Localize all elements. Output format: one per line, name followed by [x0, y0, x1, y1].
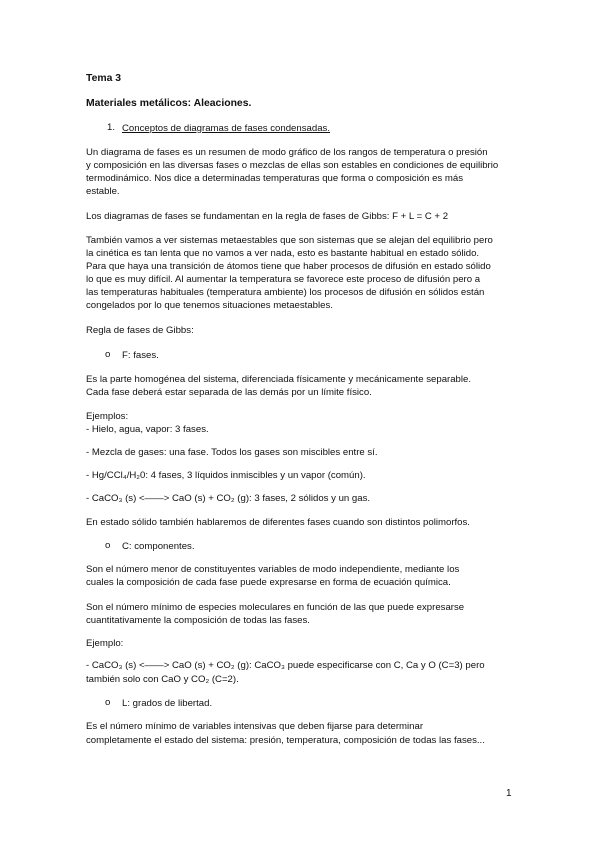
- text-line: congelados por lo que tenemos situaciones metaestables.: [86, 300, 333, 311]
- paragraph-2: Los diagramas de fases se fundamentan en la regla de fases de Gibbs: F + L = C + 2: [86, 211, 449, 222]
- example-item: - Mezcla de gases: una fase. Todos los gases son miscibles entre sí.: [86, 447, 378, 458]
- text-line: también solo con CaO y CO₂ (C=2).: [86, 674, 239, 685]
- gibbs-title: Regla de fases de Gibbs:: [86, 325, 194, 336]
- text-line: y composición en las diversas fases o mezclas de ellas son estables en condiciones de equilibrio: [86, 160, 499, 171]
- text-line: completamente el estado del sistema: presión, temperatura, composición de todas las fases...: [86, 735, 485, 746]
- text-line: las temperaturas habituales (temperatura ambiente) los procesos de difusión en sólidos están: [86, 287, 485, 298]
- example-item: - CaCO₃ (s) <——> CaO (s) + CO₂ (g): 3 fases, 2 sólidos y un gas.: [86, 493, 371, 504]
- example-item: - Hg/CCl₄/H₂0: 4 fases, 3 líquidos inmiscibles y un vapor (común).: [86, 470, 366, 481]
- text-line: termodinámico. Nos dice a determinadas temperaturas que forma o composición es más: [86, 173, 463, 184]
- bullet-libertad: L: grados de libertad.: [122, 698, 213, 709]
- bullet-marker: o: [105, 540, 111, 551]
- paragraph-5: En estado sólido también hablaremos de diferentes fases cuando son distintos polimorfos.: [86, 517, 470, 528]
- page-number: 1: [506, 788, 512, 799]
- text-line: cuales la composición de cada fase puede expresarse en forma de ecuación química.: [86, 577, 451, 588]
- text-line: la cinética es tan lenta que no vamos a ver nada, esto es bastante habitual en estado sólido.: [86, 248, 480, 259]
- bullet-componentes: C: componentes.: [122, 541, 195, 552]
- text-line: Un diagrama de fases es un resumen de modo gráfico de los rangos de temperatura o presión: [86, 147, 488, 158]
- text-line: También vamos a ver sistemas metaestables que son sistemas que se alejan del equilibrio pero: [86, 235, 493, 246]
- text-line: cuantitativamente la composición de todas las fases.: [86, 615, 310, 626]
- bullet-marker: o: [105, 349, 111, 360]
- text-line: Para que haya una transición de átomos tiene que haber procesos de difusión en estado sólido: [86, 261, 491, 272]
- text-line: Son el número mínimo de especies moleculares en función de las que puede expresarse: [86, 602, 465, 613]
- ejemplos-title: Ejemplos:: [86, 411, 129, 422]
- text-line: estable.: [86, 186, 120, 197]
- doc-subtitle: Materiales metálicos: Aleaciones.: [86, 98, 252, 109]
- text-line: Cada fase deberá estar separada de las demás por un límite físico.: [86, 387, 372, 398]
- bullet-marker: o: [105, 697, 111, 708]
- text-line: Es la parte homogénea del sistema, diferenciada físicamente y mecánicamente separable.: [86, 374, 472, 385]
- text-line: lo que es muy difícil. Al aumentar la temperatura se favorece este proceso de difusión pero a: [86, 274, 481, 285]
- doc-title: Tema 3: [86, 73, 122, 84]
- text-line: Son el número menor de constituyentes variables de modo independiente, mediante los: [86, 564, 460, 575]
- text-line: - CaCO₃ (s) <——> CaO (s) + CO₂ (g): CaCO₃ puede especificarse con C, Ca y O (C=3) pero: [86, 660, 485, 671]
- text-line: Es el número mínimo de variables intensivas que deben fijarse para determinar: [86, 721, 424, 732]
- example-item: - Hielo, agua, vapor: 3 fases.: [86, 424, 209, 435]
- ejemplo-title: Ejemplo:: [86, 638, 124, 649]
- section-number: 1.: [107, 122, 116, 133]
- bullet-fases: F: fases.: [122, 350, 159, 361]
- section-title: Conceptos de diagramas de fases condensadas.: [122, 123, 330, 134]
